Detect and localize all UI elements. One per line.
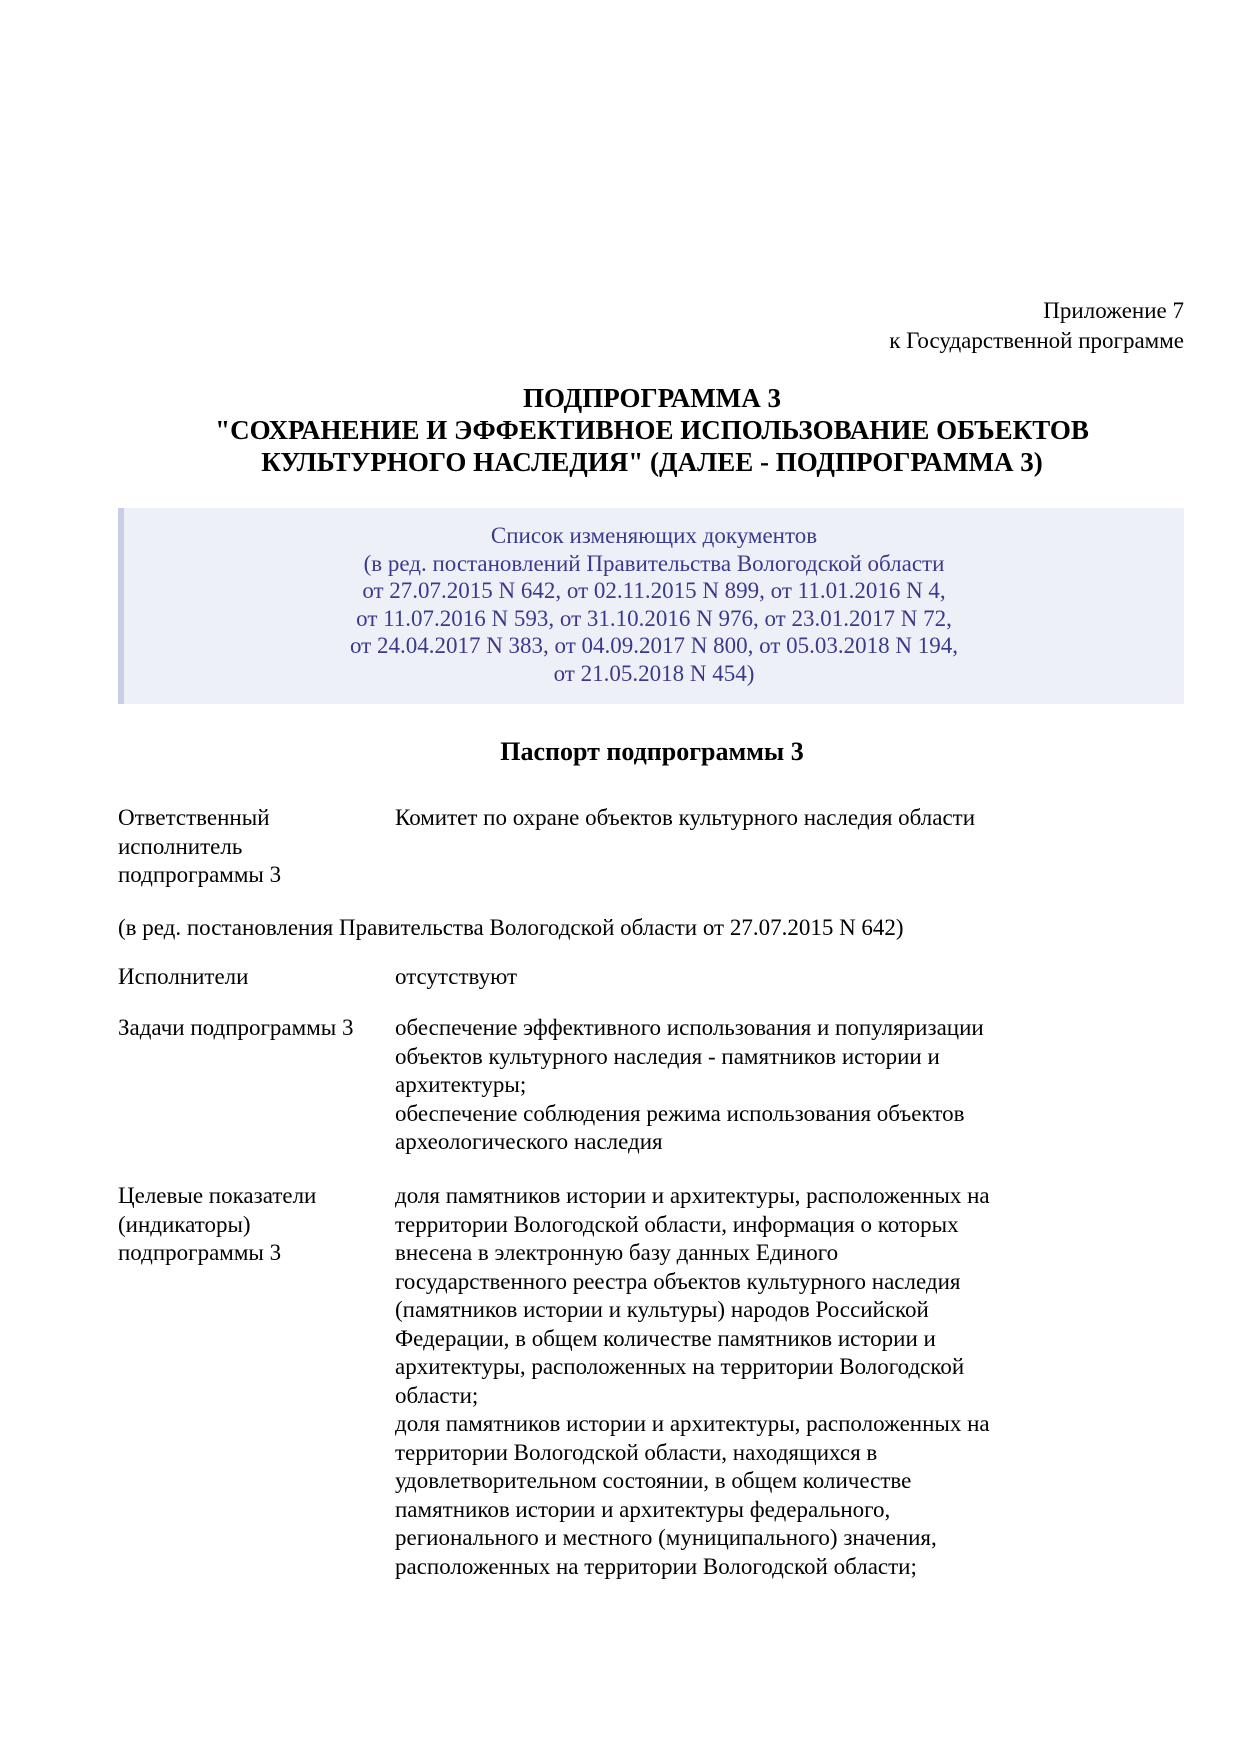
row-value: доля памятников истории и архитектуры, расположенных на территории Вологодской области, информация о которых внесена в электронную базу данных Единого государственного реестра объектов культурного наследия (памятников истории и культуры) народов Российской Федерации, в общем количестве памятников истории и архитектуры, расположенных на территории Вологодской области; доля памятников истории и архитектуры, расположенных на территории Вологодской области, находящихся в удовлетворительном состоянии, в общем количестве памятников истории и архитектуры федерального, регионального и местного (муниципального) значения, расположенных на территории Вологодской области; <box>395 1183 990 1579</box>
amendments-line: Список изменяющих документов <box>490 523 818 548</box>
passport-heading: Паспорт подпрограммы 3 <box>500 737 804 766</box>
row-label: Целевые показатели (индикаторы) подпрограммы 3 <box>118 1183 317 1265</box>
title-line: "СОХРАНЕНИЕ И ЭФФЕКТИВНОЕ ИСПОЛЬЗОВАНИЕ ОБЪЕКТОВ <box>215 415 1089 445</box>
subprogram-title <box>120 382 1184 478</box>
appendix-line: Приложение 7 <box>1043 298 1184 323</box>
appendix-line: к Государственной программе <box>889 328 1184 353</box>
title-line: КУЛЬТУРНОГО НАСЛЕДИЯ" (ДАЛЕЕ - ПОДПРОГРАММА 3) <box>261 447 1043 477</box>
row-label: Исполнители <box>118 964 249 989</box>
amendments-box <box>118 508 1184 704</box>
amendments-line: от 11.07.2016 N 593, от 31.10.2016 N 976, от 23.01.2017 N 72, <box>356 605 952 631</box>
row-value: отсутствуют <box>395 964 518 989</box>
amendments-line: от 27.07.2015 N 642, от 02.11.2015 N 899, от 11.01.2016 N 4, <box>362 578 946 603</box>
row-value: обеспечение эффективного использования и популяризации объектов культурного наследия - памятников истории и архитектуры; обеспечение соблюдения режима использования объектов археологического наследия <box>395 1015 984 1154</box>
amendments-line: от 24.04.2017 N 383, от 04.09.2017 N 800, от 05.03.2018 N 194, <box>349 633 959 658</box>
row-label: Задачи подпрограммы 3 <box>118 1015 354 1040</box>
appendix-reference <box>889 296 1184 356</box>
title-line: ПОДПРОГРАММА 3 <box>522 383 781 413</box>
amendments-line: от 21.05.2018 N 454) <box>553 660 755 686</box>
row-value: Комитет по охране объектов культурного наследия области <box>395 805 976 830</box>
amendments-line: (в ред. постановлений Правительства Вологодской области <box>363 550 945 576</box>
amendment-note: (в ред. постановления Правительства Вологодской области от 27.07.2015 N 642) <box>118 915 904 940</box>
row-label: Ответственный исполнитель подпрограммы 3 <box>118 805 282 887</box>
